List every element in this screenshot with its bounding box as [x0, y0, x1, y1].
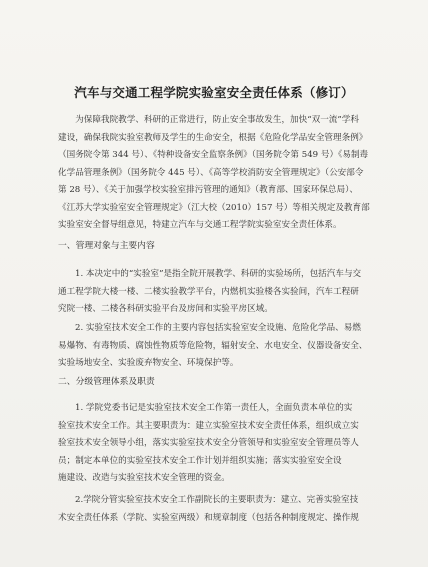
paragraph-line: 施建设、改造与实验室技术安全管理的资金。 — [58, 473, 230, 483]
section1-paragraph-1 — [58, 266, 380, 319]
paragraph-line: 实验场地安全、实验废弃物安全、环境保护等。 — [58, 358, 239, 368]
paragraph-line: 1. 本决定中的“实验室”是指全院开展教学、科研的实验场所，包括汽车与交 — [75, 269, 362, 279]
paragraph-line: 术安全责任体系（学院、实验室两级）和规章制度（包括各种制度规定、操作规 — [58, 512, 359, 523]
intro-paragraph — [58, 112, 380, 235]
paragraph-line: 验室技术安全领导小组，落实实验室技术安全分管领导和实验室安全管理员等人 — [58, 438, 359, 448]
paragraph-line: 员；制定本单位的实验室技术安全工作计划并组织实施；落实实验室安全设 — [58, 455, 342, 466]
intro-line: 建设，确保我院实验室教师及学生的生命安全，根据《危险化学品安全管理条例》 — [58, 132, 368, 143]
section2-paragraph-1 — [58, 400, 380, 488]
section1-paragraph-2 — [58, 320, 380, 373]
section2-paragraph-2 — [58, 492, 380, 527]
paragraph-line: 通工程学院大楼一楼、二楼实验教学平台，内燃机实验楼各实验间，汽车工程研 — [58, 286, 359, 297]
intro-line: 第 28 号）、《关于加强学校实验室排污管理的通知》（教育部、国家环保总局）、 — [58, 185, 358, 195]
paragraph-line: 验室技术安全工作。其主要职责为：建立实验室技术安全责任体系，组织成立实 — [58, 420, 359, 431]
intro-line: （国务院令第 344 号）、《特种设备安全监察条例》（国务院令第 549 号）《易制毒 — [58, 150, 369, 160]
paragraph-line: 易爆物、有毒物质、腐蚀性物质等危险物，辐射安全、水电安全、仪器设备安全、 — [58, 340, 368, 351]
intro-line: 为保障我院教学、科研的正常进行，防止安全事故发生，加快“双一流”学科 — [75, 115, 359, 125]
intro-line: 实验室安全督导组意见，特建立汽车与交通工程学院实验室安全责任体系。 — [58, 220, 342, 230]
intro-line: 《江苏大学实验室安全管理规定》（江大校（2010）157 号）等相关规定及教育部 — [58, 202, 370, 213]
paragraph-line: 2. 实验室技术安全工作的主要内容包括实验室安全设施、危险化学品、易燃 — [75, 323, 361, 333]
paragraph-line: 1. 学院党委书记是实验室技术安全工作第一责任人，全面负责本单位的实 — [75, 403, 353, 413]
section-heading-2: 二、分级管理体系及职责 — [58, 377, 155, 387]
paragraph-line: 2.学院分管实验室技术安全工作副院长的主要职责为：建立、完善实验室技 — [75, 495, 359, 505]
document-title: 汽车与交通工程学院实验室安全责任体系（修订） — [74, 85, 354, 100]
paragraph-line: 究院一楼、二楼各科研实验平台及房间和实验平房区域。 — [58, 304, 273, 314]
intro-line: 化学品管理条例》（国务院令 445 号）、《高等学校消防安全管理规定》（公安部令 — [58, 167, 364, 178]
section-heading-1: 一、管理对象与主要内容 — [58, 241, 155, 251]
